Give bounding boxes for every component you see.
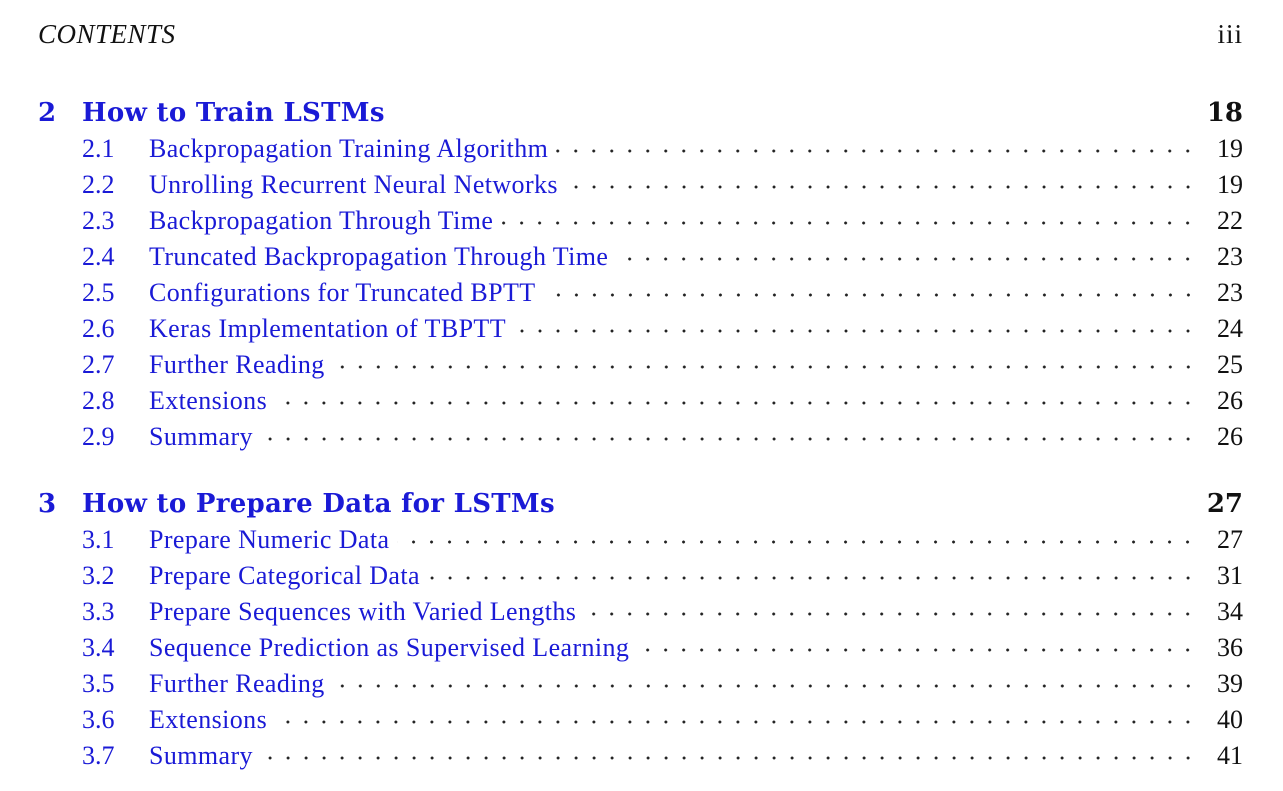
section-page-number: 23 xyxy=(1217,242,1243,271)
toc-section-entry[interactable] xyxy=(38,702,1243,738)
toc-section-entry[interactable] xyxy=(38,594,1243,630)
dot-leader xyxy=(556,144,1197,158)
dot-leader xyxy=(397,535,1197,549)
section-page-number: 31 xyxy=(1217,561,1243,590)
toc-section-entry[interactable] xyxy=(38,167,1243,203)
toc-section-entry[interactable] xyxy=(38,630,1243,666)
section-number[interactable]: 2.5 xyxy=(82,278,115,307)
toc-section-entry[interactable] xyxy=(38,419,1243,455)
section-page-number: 19 xyxy=(1217,170,1243,199)
section-number[interactable]: 3.3 xyxy=(82,597,115,626)
toc-section-entry[interactable] xyxy=(38,203,1243,239)
chapter-page-number: 27 xyxy=(1206,489,1243,519)
chapter-title-link[interactable]: How to Prepare Data for LSTMs xyxy=(82,489,555,519)
dot-leader xyxy=(584,607,1197,621)
section-page-number: 26 xyxy=(1217,386,1243,415)
chapter-number[interactable]: 3 xyxy=(38,489,57,519)
running-head-title: CONTENTS xyxy=(38,18,176,49)
chapter-heading[interactable] xyxy=(38,95,1243,131)
section-number[interactable]: 2.4 xyxy=(82,242,115,271)
toc-section-entry[interactable] xyxy=(38,347,1243,383)
toc-chapter-3 xyxy=(38,486,1243,774)
dot-leader xyxy=(637,643,1197,657)
section-page-number: 34 xyxy=(1217,597,1243,626)
section-title-link[interactable]: Unrolling Recurrent Neural Networks xyxy=(149,170,558,199)
section-page-number: 22 xyxy=(1217,206,1243,235)
section-number[interactable]: 2.1 xyxy=(82,134,115,163)
section-title-link[interactable]: Extensions xyxy=(149,386,268,415)
running-head-page-number: iii xyxy=(1217,18,1243,49)
section-number[interactable]: 2.7 xyxy=(82,350,115,379)
section-title-link[interactable]: Configurations for Truncated BPTT xyxy=(149,278,536,307)
section-number[interactable]: 2.6 xyxy=(82,314,115,343)
section-number[interactable]: 2.9 xyxy=(82,422,115,451)
dot-leader xyxy=(566,180,1197,194)
chapter-number[interactable]: 2 xyxy=(38,98,57,128)
section-title-link[interactable]: Further Reading xyxy=(149,350,325,379)
section-page-number: 26 xyxy=(1217,422,1243,451)
toc-section-entry[interactable] xyxy=(38,383,1243,419)
toc-section-entry[interactable] xyxy=(38,558,1243,594)
section-number[interactable]: 3.2 xyxy=(82,561,115,590)
section-number[interactable]: 3.7 xyxy=(82,741,115,770)
section-title-link[interactable]: Sequence Prediction as Supervised Learning xyxy=(149,633,630,662)
section-title-link[interactable]: Summary xyxy=(149,741,253,770)
section-page-number: 36 xyxy=(1217,633,1243,662)
section-title-link[interactable]: Summary xyxy=(149,422,253,451)
section-page-number: 41 xyxy=(1217,741,1243,770)
toc-section-entry[interactable] xyxy=(38,522,1243,558)
dot-leader xyxy=(616,252,1197,266)
section-number[interactable]: 2.3 xyxy=(82,206,115,235)
section-title-link[interactable]: Backpropagation Through Time xyxy=(149,206,494,235)
dot-leader xyxy=(275,396,1197,410)
section-page-number: 39 xyxy=(1217,669,1243,698)
toc-section-entry[interactable] xyxy=(38,738,1243,774)
dot-leader xyxy=(428,571,1197,585)
section-page-number: 25 xyxy=(1217,350,1243,379)
section-number[interactable]: 3.5 xyxy=(82,669,115,698)
section-title-link[interactable]: Further Reading xyxy=(149,669,325,698)
chapter-page-number: 18 xyxy=(1206,98,1243,128)
section-page-number: 40 xyxy=(1217,705,1243,734)
dot-leader xyxy=(333,679,1197,693)
section-title-link[interactable]: Prepare Categorical Data xyxy=(149,561,420,590)
section-number[interactable]: 3.1 xyxy=(82,525,115,554)
section-number[interactable]: 2.8 xyxy=(82,386,115,415)
toc-section-entry[interactable] xyxy=(38,131,1243,167)
dot-leader xyxy=(261,751,1197,765)
dot-leader xyxy=(275,715,1197,729)
section-page-number: 24 xyxy=(1217,314,1243,343)
section-title-link[interactable]: Extensions xyxy=(149,705,268,734)
section-title-link[interactable]: Backpropagation Training Algorithm xyxy=(149,134,549,163)
section-title-link[interactable]: Prepare Numeric Data xyxy=(149,525,390,554)
toc-section-entry[interactable] xyxy=(38,311,1243,347)
section-number[interactable]: 3.4 xyxy=(82,633,115,662)
section-page-number: 19 xyxy=(1217,134,1243,163)
section-page-number: 27 xyxy=(1217,525,1243,554)
section-number[interactable]: 2.2 xyxy=(82,170,115,199)
section-title-link[interactable]: Truncated Backpropagation Through Time xyxy=(149,242,609,271)
chapter-heading[interactable] xyxy=(38,486,1243,522)
running-head xyxy=(38,16,1243,52)
dot-leader xyxy=(514,324,1197,338)
toc-section-entry[interactable] xyxy=(38,239,1243,275)
section-title-link[interactable]: Prepare Sequences with Varied Lengths xyxy=(149,597,577,626)
toc-section-entry[interactable] xyxy=(38,275,1243,311)
dot-leader xyxy=(501,216,1197,230)
dot-leader xyxy=(544,288,1197,302)
dot-leader xyxy=(333,360,1197,374)
section-title-link[interactable]: Keras Implementation of TBPTT xyxy=(149,314,506,343)
section-page-number: 23 xyxy=(1217,278,1243,307)
dot-leader xyxy=(261,432,1197,446)
toc-section-entry[interactable] xyxy=(38,666,1243,702)
toc-chapter-2 xyxy=(38,95,1243,455)
chapter-title-link[interactable]: How to Train LSTMs xyxy=(82,98,385,128)
section-number[interactable]: 3.6 xyxy=(82,705,115,734)
